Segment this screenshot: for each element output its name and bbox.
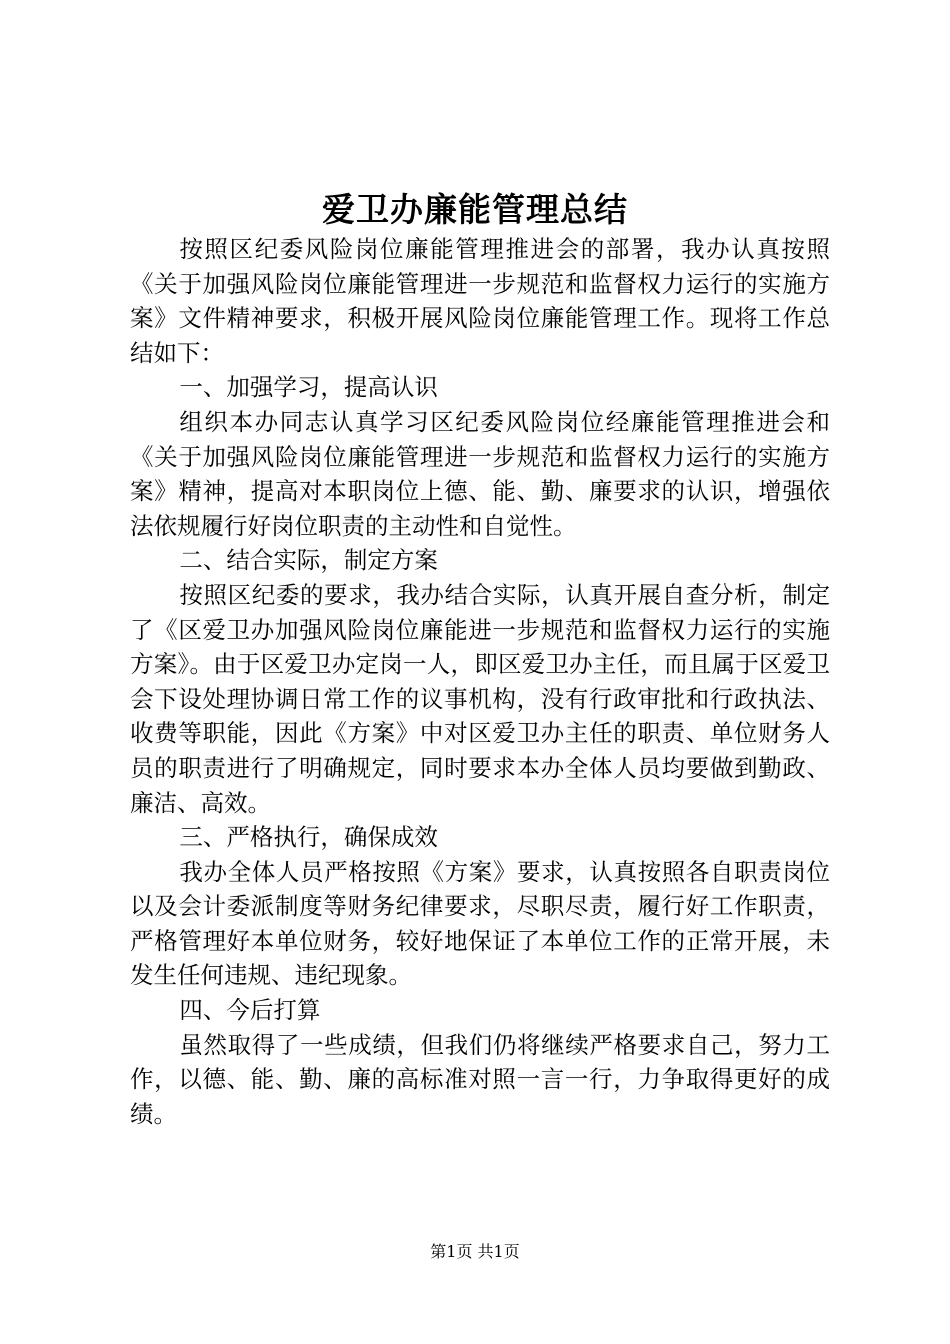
section-heading-4: 四、今后打算 [179,996,321,1025]
page-number-footer: 第1页 共1页 [430,1242,520,1261]
section-heading-2: 二、结合实际，制定方案 [179,546,438,575]
document-body [130,232,830,1131]
document-title: 爱卫办廉能管理总结 [322,190,628,229]
intro-paragraph: 按照区纪委风险岗位廉能管理推进会的部署，我办认真按照《关于加强风险岗位廉能管理进一步规范和监督权力运行的实施方案》文件精神要求，积极开展风险岗位廉能管理工作。现将工作总结如下： [130,235,830,367]
section-paragraph-2: 按照区纪委的要求，我办结合实际，认真开展自查分析，制定了《区爱卫办加强风险岗位廉能进一步规范和监督权力运行的实施方案》。由于区爱卫办定岗一人，即区爱卫办主任，而且属于区爱卫会下设处理协调日常工作的议事机构，没有行政审批和行政执法、收费等职能，因此《方案》中对区爱卫办主任的职责、单位财务人员的职责进行了明确规定，同时要求本办全体人员均要做到勤政、廉洁、高效。 [130,580,830,817]
section-heading-1: 一、加强学习，提高认识 [179,373,438,402]
section-paragraph-3: 我办全体人员严格按照《方案》要求，认真按照各自职责岗位以及会计委派制度等财务纪律要求，尽职尽责，履行好工作职责，严格管理好本单位财务，较好地保证了本单位工作的正常开展，未发生任何违规、违纪现象。 [130,857,830,990]
section-paragraph-1: 组织本办同志认真学习区纪委风险岗位经廉能管理推进会和《关于加强风险岗位廉能管理进一步规范和监督权力运行的实施方案》精神，提高对本职岗位上德、能、勤、廉要求的认识，增强依法依规履行好岗位职责的主动性和自觉性。 [130,407,830,540]
section-paragraph-4: 虽然取得了一些成绩，但我们仍将继续严格要求自己，努力工作，以德、能、勤、廉的高标准对照一言一行，力争取得更好的成绩。 [130,1030,830,1128]
section-heading-3: 三、严格执行，确保成效 [179,823,438,852]
